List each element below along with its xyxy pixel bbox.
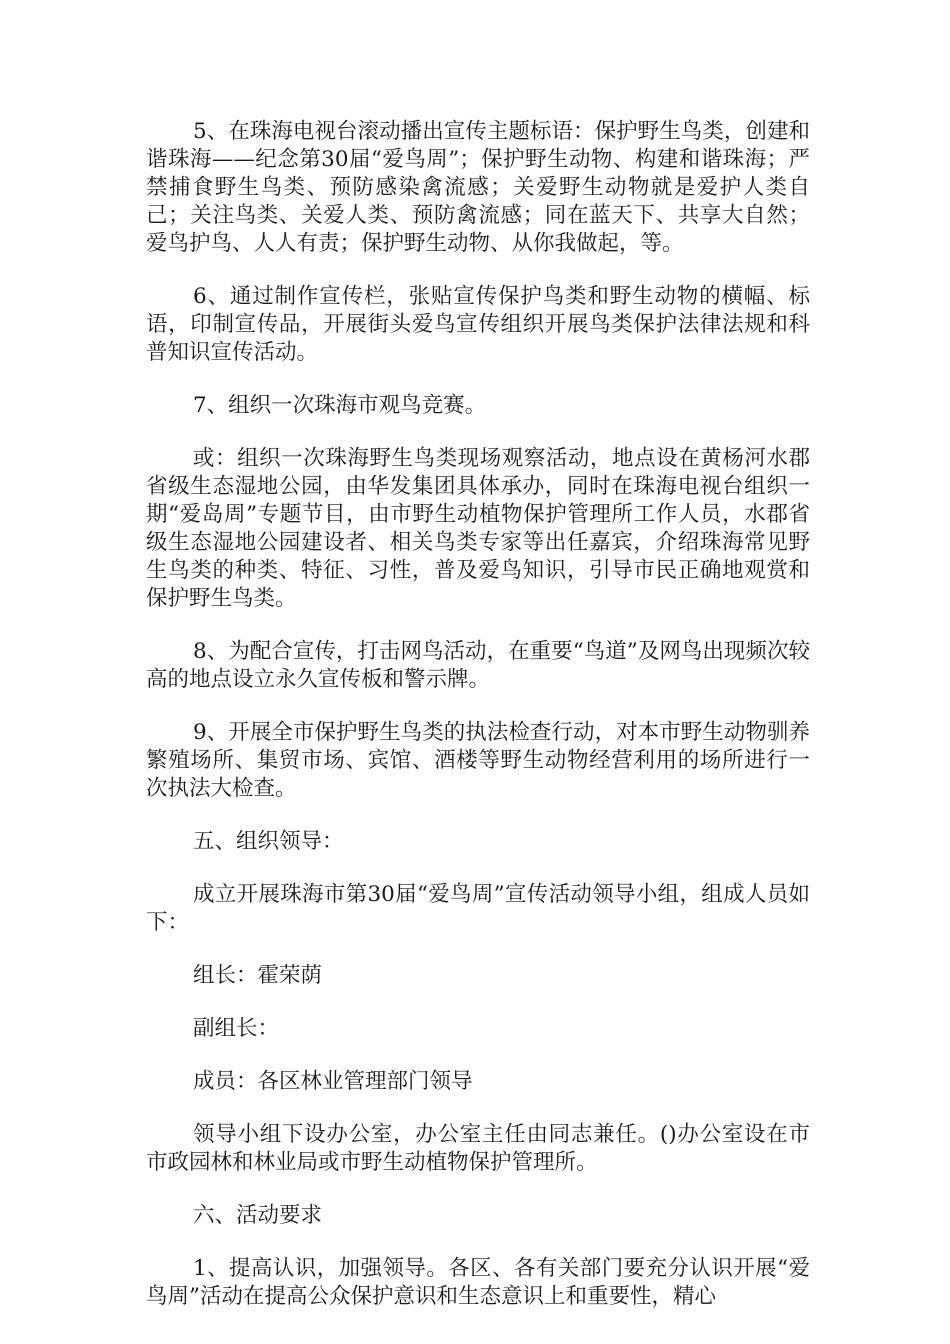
paragraph-group-leader: 组长：霍荣荫 — [193, 963, 323, 988]
document-body — [146, 118, 810, 1336]
paragraph-office: 领导小组下设办公室，办公室主任由同志兼任。()办公室设在市市政园林和林业局或市野生动植物保护管理所。 — [146, 1122, 810, 1175]
paragraph-members: 成员：各区林业管理部门领导 — [193, 1069, 473, 1094]
paragraph-item-5: 5、在珠海电视台滚动播出宣传主题标语：保护野生鸟类，创建和谐珠海——纪念第30届“爱鸟周”；保护野生动物、构建和谐珠海；严禁捕食野生鸟类、预防感染禽流感；关爱野生动物就是爱护人类自己；关注鸟类、关爱人类、预防禽流感；同在蓝天下、共享大自然；爱鸟护鸟、人人有责；保护野生动物、从你我做起，等。 — [146, 119, 810, 256]
section-heading-organization: 五、组织领导： — [193, 829, 344, 854]
paragraph-item-7: 7、组织一次珠海市观鸟竞赛。 — [193, 393, 487, 418]
paragraph-leadership-group: 成立开展珠海市第30届“爱鸟周”宣传活动领导小组，组成人员如下： — [146, 882, 810, 935]
paragraph-alternative: 或：组织一次珠海野生鸟类现场观察活动，地点设在黄杨河水郡省级生态湿地公园，由华发集团具体承办，同时在珠海电视台组织一期“爱岛周”专题节目，由市野生动植物保护管理所工作人员，水郡省级生态湿地公园建设者、相关鸟类专家等出任嘉宾，介绍珠海常见野生鸟类的种类、特征、习性，普及爱鸟知识，引导市民正确地观赏和保护野生鸟类。 — [146, 446, 810, 611]
section-heading-requirements: 六、活动要求 — [193, 1203, 323, 1228]
paragraph-item-9: 9、开展全市保护野生鸟类的执法检查行动，对本市野生动物驯养繁殖场所、集贸市场、宾馆、酒楼等野生动物经营利用的场所进行一次执法大检查。 — [146, 720, 810, 801]
paragraph-requirement-1: 1、提高认识，加强领导。各区、各有关部门要充分认识开展“爱鸟周”活动在提高公众保护意识和生态意识上和重要性，精心 — [146, 1256, 810, 1309]
paragraph-item-8: 8、为配合宣传，打击网鸟活动，在重要“鸟道”及网鸟出现频次较高的地点设立永久宣传板和警示牌。 — [146, 639, 810, 692]
paragraph-item-6: 6、通过制作宣传栏，张贴宣传保护鸟类和野生动物的横幅、标语，印制宣传品，开展街头爱鸟宣传组织开展鸟类保护法律法规和科普知识宣传活动。 — [146, 284, 810, 365]
paragraph-deputy-leader: 副组长： — [193, 1016, 280, 1041]
